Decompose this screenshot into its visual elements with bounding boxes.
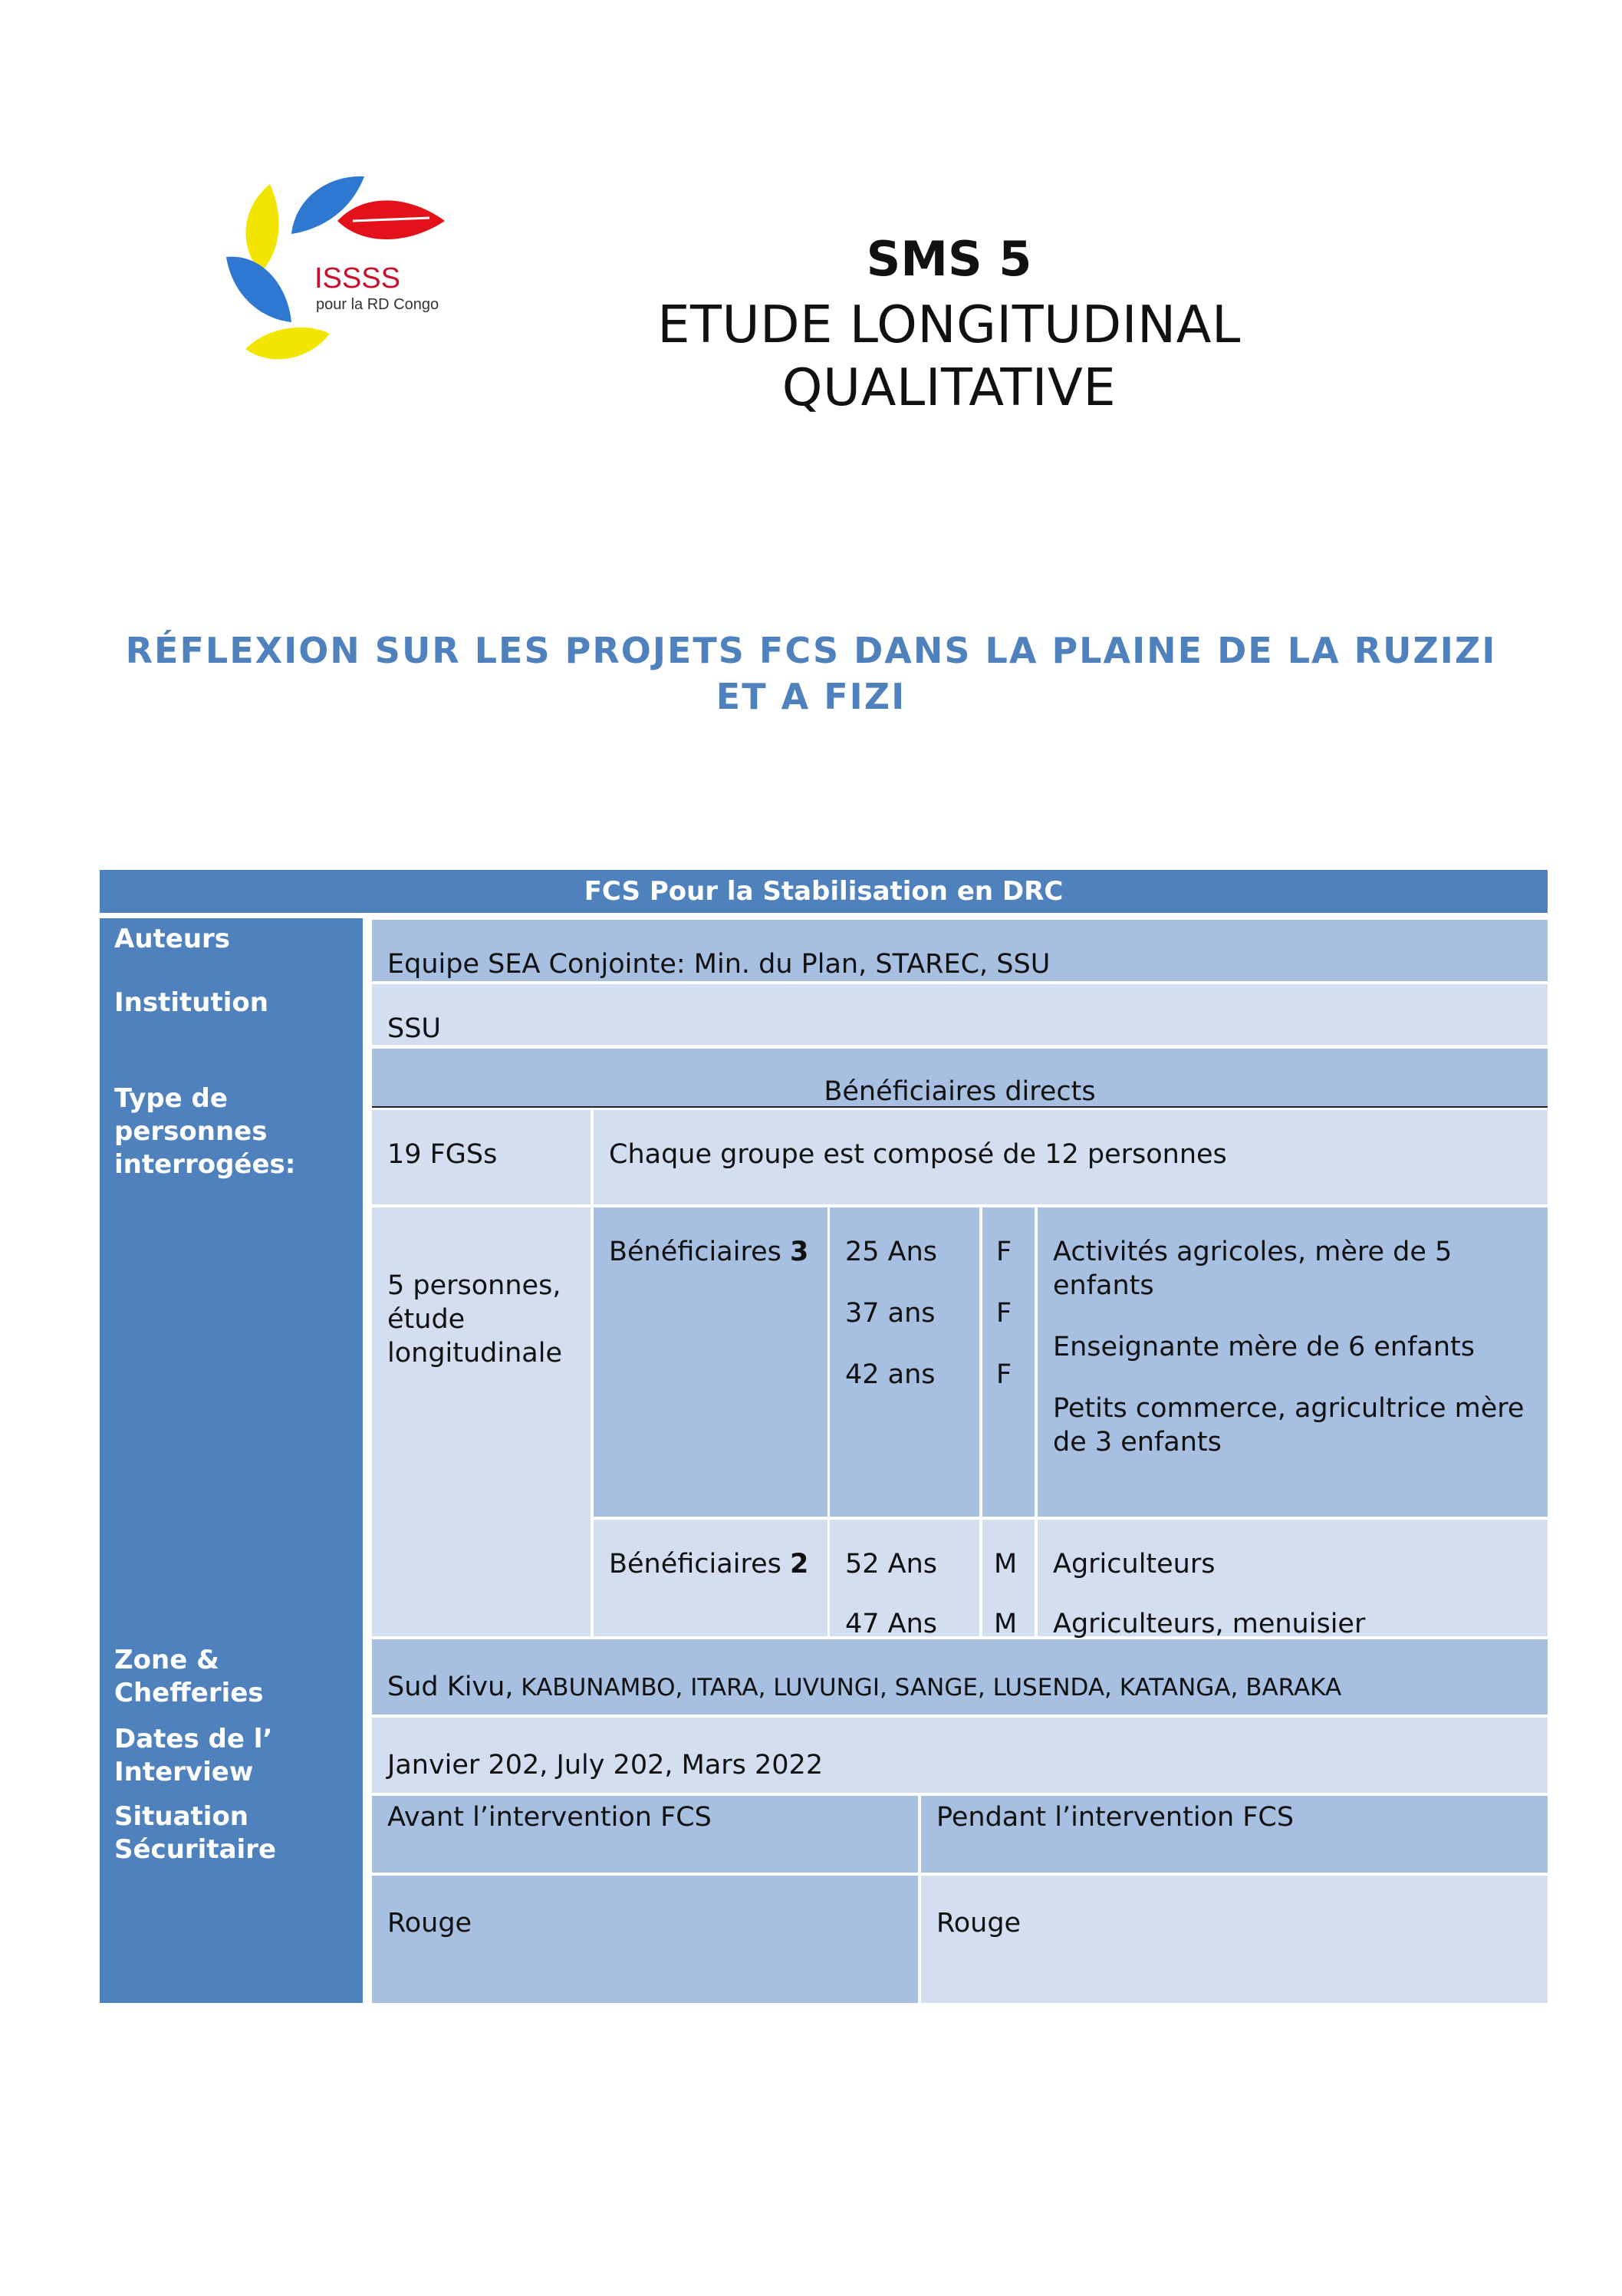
section-heading xyxy=(115,628,1507,720)
zone-places: KABUNAMBO, ITARA, LUVUNGI, SANGE, LUSENDA, KATANGA, BARAKA xyxy=(513,1674,1342,1701)
institution-value: SSU xyxy=(372,984,1548,1045)
group2-age: 52 Ans xyxy=(845,1549,938,1580)
group3-count: 3 xyxy=(789,1237,809,1267)
label-type-personnes: Type de personnes interrogées: xyxy=(114,1083,296,1180)
logo-leaf-blue-left xyxy=(226,257,291,322)
situation-avant-value: Rouge xyxy=(372,1876,918,2003)
label-institution: Institution xyxy=(114,987,268,1018)
group2-ages xyxy=(830,1520,979,1639)
group3-desc: Enseignante mère de 6 enfants xyxy=(1053,1332,1476,1362)
group3-desc: Activités agricoles, mère de 5 enfants xyxy=(1053,1237,1453,1301)
document-subtitle: ETUDE LONGITUDINAL QUALITATIVE xyxy=(657,295,1241,417)
zone-value xyxy=(372,1639,1548,1715)
label-dates: Dates de l’ Interview xyxy=(114,1724,273,1787)
group2-label-text: Bénéficiaires xyxy=(609,1549,790,1580)
logo-sub: pour la RD Congo xyxy=(316,296,439,313)
dates-value: Janvier 202, July 202, Mars 2022 xyxy=(372,1718,1548,1793)
logo-name: ISSSS xyxy=(314,262,400,295)
group2-sex: M xyxy=(994,1549,1018,1580)
document-title: SMS 5 xyxy=(866,231,1032,287)
group3-desc: Petits commerce, agricultrice mère de 3 enfants xyxy=(1053,1393,1525,1458)
table-header: FCS Pour la Stabilisation en DRC xyxy=(100,870,1548,913)
group2-sex: M xyxy=(994,1609,1018,1639)
group3-descriptions xyxy=(1038,1207,1548,1517)
fgs-count: 19 FGSs xyxy=(372,1110,591,1204)
group2-label xyxy=(594,1520,827,1636)
logo-leaf-yellow-top xyxy=(245,184,278,272)
group3-age: 42 ans xyxy=(845,1359,936,1390)
auteurs-value: Equipe SEA Conjointe: Min. du Plan, STAREC, SSU xyxy=(372,920,1548,981)
logo-leaf-yellow-bottom xyxy=(245,328,330,360)
group3-label-text: Bénéficiaires xyxy=(609,1237,790,1267)
group2-count: 2 xyxy=(789,1549,809,1580)
section-heading-line-1: RÉFLEXION SUR LES PROJETS FCS DANS LA PLAINE DE LA RUZIZI xyxy=(125,630,1497,671)
group2-descriptions xyxy=(1038,1520,1548,1639)
section-heading-line-2: ET A FIZI xyxy=(716,676,906,717)
group3-ages xyxy=(830,1207,979,1517)
group2-age: 47 Ans xyxy=(845,1609,938,1639)
issss-logo xyxy=(222,161,468,376)
group2-sexes xyxy=(982,1520,1035,1639)
group3-sex: F xyxy=(996,1237,1012,1267)
beneficiaires-directs: Bénéficiaires directs xyxy=(372,1049,1548,1108)
group2-desc: Agriculteurs, menuisier xyxy=(1053,1609,1366,1639)
situation-pendant-label: Pendant l’intervention FCS xyxy=(921,1796,1548,1873)
group3-age: 25 Ans xyxy=(845,1237,938,1267)
longitudinal-study: 5 personnes, étude longitudinale xyxy=(372,1207,591,1636)
group3-sex: F xyxy=(996,1359,1012,1390)
group3-label xyxy=(594,1207,827,1517)
label-situation: Situation Sécuritaire xyxy=(114,1801,277,1865)
group3-age: 37 ans xyxy=(845,1298,936,1329)
zone-prefix: Sud Kivu, xyxy=(387,1672,514,1702)
situation-avant-label: Avant l’intervention FCS xyxy=(372,1796,918,1873)
group3-sexes xyxy=(982,1207,1035,1517)
fgs-description: Chaque groupe est composé de 12 personnes xyxy=(594,1110,1548,1204)
label-auteurs: Auteurs xyxy=(114,924,231,954)
situation-pendant-value: Rouge xyxy=(921,1876,1548,2003)
group2-desc: Agriculteurs xyxy=(1053,1549,1216,1580)
group3-sex: F xyxy=(996,1298,1012,1329)
label-zone: Zone & Chefferies xyxy=(114,1645,264,1708)
